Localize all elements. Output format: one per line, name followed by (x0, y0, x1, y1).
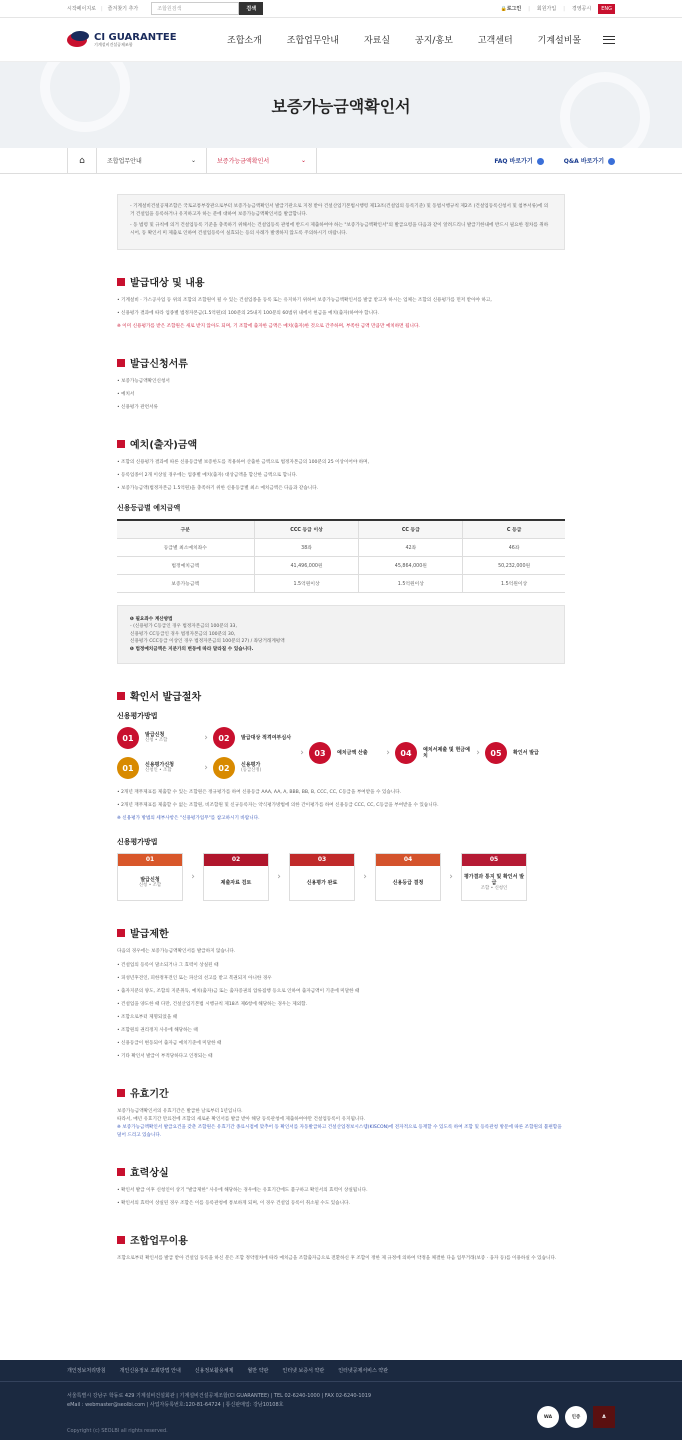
chevron-right-icon: › (204, 763, 208, 773)
section-heading (117, 1085, 565, 1100)
card-title: 제출자료 검토 (220, 880, 252, 886)
step-sub: 신청인 • 조합 (145, 768, 172, 773)
list-item: • 2개년 재무제표를 제출할 수 있는 조합원은 정규평가를 하여 신용등급 AAA, AA, A, BBB, BB, B, CCC, CC, C등급을 부여받을 수 있습니다. (117, 789, 565, 797)
section-heading (117, 355, 565, 370)
list-item: • 신용평가 관련서류 (117, 404, 565, 412)
table-cell: 50,232,000원 (463, 556, 565, 574)
table-cell: 42좌 (359, 538, 463, 556)
location-dropdown-1[interactable] (97, 148, 207, 174)
square-bullet-icon (117, 929, 125, 937)
list-item: • 기계설비 · 가스공사업 등 위의 조합의 조합원이 될 수 있는 건설업종을 등록 또는 유지하기 위하여 보증가능금액확인서를 발급 받고자 하시는 업체는 조합의 신용평가를 먼저 받아야 하고, (117, 297, 565, 305)
list-item: • 보증가능금액(법정자본금 1.5억원)을 충족하기 위한 신용등급별 최소 예치금액은 다음과 같습니다. (117, 485, 565, 493)
login-label: 로그인 (506, 6, 522, 12)
quick-links (494, 156, 615, 165)
logo-text (94, 33, 177, 47)
flow-step (117, 757, 199, 779)
page-hero (0, 62, 682, 148)
step-title: 확인서 발급 (513, 750, 539, 756)
bullet-list (117, 789, 565, 810)
footer-link[interactable]: 신용정보활용체제 (194, 1368, 234, 1374)
site-logo[interactable] (67, 30, 227, 50)
footer-link[interactable]: 개인정보처리방침 (67, 1368, 106, 1374)
flow-row (117, 727, 295, 749)
chevron-right-icon: › (449, 872, 453, 882)
flow-step (309, 742, 381, 764)
start-page-link[interactable]: 시작페이지로 (67, 6, 96, 12)
location-dropdown-2-label: 보증가능금액확인서 (217, 158, 270, 165)
page-title: 보증가능금액확인서 (271, 96, 411, 116)
chevron-right-icon: › (300, 748, 304, 758)
gnb-menu (227, 33, 581, 46)
step-title: 신용평가 (241, 762, 261, 768)
menu-item-resources[interactable]: 자료실 (363, 36, 391, 46)
disclosure-link[interactable]: 경영공시 (571, 6, 592, 12)
chevron-right-icon: › (363, 872, 367, 882)
subsection-title: 신용평가방법 (117, 838, 158, 846)
calc-line: - (신용평가 C등급인 경우 법정자본금의 100분의 33, (130, 624, 237, 629)
award-badge-icon: A (593, 1406, 615, 1428)
process-flow (117, 727, 565, 779)
menu-item-support[interactable]: 고객센터 (477, 36, 513, 46)
section-title: 확인서 발급절차 (130, 692, 202, 703)
list-item: • 조합원의 권리정지 사유에 해당하는 때 (117, 1027, 565, 1035)
step-title: 예치서제출 및 현금예치 (423, 747, 470, 759)
member-search (151, 2, 263, 15)
table-title: 신용등급별 예치금액 (117, 504, 181, 512)
menu-item-notice[interactable]: 공지/홍보 (415, 36, 453, 46)
chevron-right-icon: › (191, 872, 195, 882)
table-header-row (117, 520, 565, 538)
table-cell: 1.5억원이상 (254, 574, 359, 592)
card-title: 발급신청 (140, 877, 160, 883)
copyright: Copyright (c) SEOLBI all rights reserved. (67, 1428, 168, 1434)
process-cards (117, 853, 565, 901)
list-item: • 등록업종이 2개 이상일 경우에는 업종별 예치(출자) 대상금액을 합산한 금액으로 합니다. (117, 472, 565, 480)
card-number: 01 (118, 854, 182, 866)
table-cell: 등급별 최소예치좌수 (117, 538, 254, 556)
card-sub: 조합 • 신청인 (480, 886, 508, 891)
card-sub: 신청 • 조합 (138, 883, 162, 888)
bullet-list (117, 459, 565, 493)
chevron-right-icon: › (476, 748, 480, 758)
flow-left-block (117, 727, 295, 779)
section-title: 유효기간 (130, 1089, 169, 1100)
join-link[interactable]: 회원가입 (536, 6, 557, 12)
calc-line: 신용평가 CCC등급 이상인 경우 법정자본금의 100분의 27) / 좌당거래계평액 (130, 639, 285, 644)
square-bullet-icon (117, 359, 125, 367)
step-title: 발급대상 적격여부심사 (241, 735, 292, 741)
table-cell: 38좌 (254, 538, 359, 556)
card-title: 신용평가 완료 (306, 880, 338, 886)
step-sub: 신청 • 조합 (145, 738, 168, 743)
list-item: • 조합으로부터 제명되었을 때 (117, 1014, 565, 1022)
footer-email: eMail : webmaster@seolbi.com | 사업자등록번호:120-81-64724 | 통신판매업: 강남10108호 (67, 1402, 284, 1408)
cert-badge-icon: 인증 (565, 1406, 587, 1428)
table-cell: 1.5억원이상 (359, 574, 463, 592)
step-title: 신용평가신청 (145, 762, 174, 768)
chevron-down-icon: ⌄ (300, 157, 306, 164)
logo-mark-icon (67, 30, 91, 50)
flow-step (395, 742, 471, 764)
footer-link[interactable]: 인터넷 보증서 약관 (282, 1368, 325, 1374)
paragraph: 조합으로부터 확인서를 발급 받아 건설업 등록을 하신 분은 조합 정약절차에 따라 예치금을 조합출자금으로 전환하신 후 조합이 정한 제 규정에 의하여 약정을 체결한 다음 업무거래(보증 · 융자 등)를 이용하실 수 있습니다. (117, 1256, 557, 1261)
list-item: • 건설업을 양도한 때 다만, 건설산업기본법 시행규칙 제18조 제6항에 해당하는 경우는 제외함. (117, 1001, 565, 1009)
flow-step (213, 757, 295, 779)
step-sub: (등급산정) (241, 768, 262, 773)
intro-notice-box (117, 194, 565, 250)
chevron-right-icon: › (277, 872, 281, 882)
step-number: 01 (117, 727, 139, 749)
footer-address: 서울특별시 강남구 학동로 429 기계설비건설회관 | 기계설비건설공제조합(CI GUARANTEE) | TEL 02-6240-1000 | FAX 02-6240-1019 (67, 1393, 372, 1399)
card-number: 05 (462, 854, 526, 866)
section-intro: 다음의 경우에는 보증가능금액확인서를 발급하지 않습니다. (117, 949, 236, 954)
menu-item-business[interactable]: 조합업무안내 (286, 36, 339, 46)
menu-item-mall[interactable]: 기계설비몰 (537, 36, 582, 46)
list-item: • 확인서의 효력이 상실된 경우 조합은 이를 등록관청에 통보하게 되며, 이 경우 건설업 등록이 취소될 수도 있습니다. (117, 1200, 565, 1208)
location-dropdown-2[interactable] (207, 148, 317, 174)
list-item: • 건설업의 등록이 말소되거나 그 효력이 상실된 때 (117, 962, 565, 970)
section-heading (117, 436, 565, 451)
card-title: 평가결과 통지 및 확인서 발급 (463, 874, 525, 886)
footer-links (0, 1360, 682, 1382)
card-number: 02 (204, 854, 268, 866)
square-bullet-icon (117, 1089, 125, 1097)
member-search-input[interactable]: 조합원검색 (151, 2, 239, 15)
table-header: 구분 (117, 520, 254, 538)
calculation-box (117, 605, 565, 665)
step-number: 02 (213, 727, 235, 749)
calc-line: 신용평가 CC등급인 경우 법정자본금의 100분의 30, (130, 631, 236, 637)
footer-link[interactable]: 월반 약관 (247, 1368, 269, 1374)
square-bullet-icon (117, 1236, 125, 1244)
logo-sub-text: 기계설비건설공제조합 (94, 41, 133, 47)
table-row (117, 538, 565, 556)
list-item: • 확인서 발급 이후 신청인이 상기 "발급제한" 사유에 해당하는 경우에는 유효기간에도 불구하고 확인서의 효력이 상실됩니다. (117, 1187, 565, 1195)
table-row (117, 574, 565, 592)
list-item: • 조합의 신용평가 결과에 따른 신용등급별 보증한도를 적용하여 산출한 금액으로 법정자본금의 100분의 25 이상이어야 하며, (117, 459, 565, 467)
main-navigation (0, 18, 682, 62)
info-note: ※ 신용평가 방법의 세부사항은 "신용평가업무"를 참고하시기 바랍니다. (117, 816, 260, 821)
top-utility-bar (0, 0, 682, 18)
english-button[interactable]: ENG (598, 4, 615, 14)
table-header: CC 등급 (359, 520, 463, 538)
plus-icon (537, 158, 544, 165)
home-icon[interactable]: ⌂ (67, 148, 97, 174)
list-item: • 신용평가 결과에 따라 업종별 법정자본금(1.5억원)의 100분의 25내지 100분의 60범위 내에서 현금을 예치(출자)하여야 합니다. (117, 310, 565, 318)
section-title: 발급대상 및 내용 (130, 278, 205, 289)
warning-note: ※ 이미 신용평가를 받은 조합원은 새로 받지 않아도 되며, 기 조합에 출자한 금액은 예치(출자)한 것으로 간주하며, 부족한 금액 만큼만 예치하면 됩니다. (117, 324, 420, 329)
chevron-right-icon: › (204, 733, 208, 743)
faq-link-label: FAQ 바로가기 (494, 158, 533, 165)
table-header: CCC 등급 이상 (254, 520, 359, 538)
decorative-circle (560, 72, 650, 148)
square-bullet-icon (117, 278, 125, 286)
flow-step (117, 727, 199, 749)
flow-step (485, 742, 545, 764)
search-button[interactable]: 검색 (239, 2, 263, 15)
list-item: • 2개년 재무제표를 제출할 수 없는 조합원, 비조합원 및 신규등록자는 약식평가방법에 의한 간이평가를 하여 신용등급 CCC, CC, C등급을 부여받을 수 있습니다. (117, 802, 565, 810)
qna-link-label: Q&A 바로가기 (563, 158, 604, 165)
top-right-links (500, 4, 615, 14)
process-card (203, 853, 269, 901)
table-row (117, 556, 565, 574)
deposit-table (117, 519, 565, 593)
card-number: 03 (290, 854, 354, 866)
divider: | (528, 5, 530, 12)
paragraph: 따라서, 매년 유효기간 만료전에 조합의 새로운 확인서를 발급 받아 해당 등록관청에 제출하여야만 건설업등록이 유지됩니다. (117, 1117, 366, 1122)
section-title: 예치(출자)금액 (130, 440, 198, 451)
main-content (0, 194, 682, 1263)
bullet-list (117, 962, 565, 1061)
section-heading (117, 688, 565, 703)
decorative-circle (40, 62, 130, 132)
square-bullet-icon (117, 692, 125, 700)
menu-item-about[interactable]: 조합소개 (227, 36, 262, 46)
wa-badge-icon: WA (537, 1406, 559, 1428)
footer-link[interactable]: 인터넷공제서비스 약관 (338, 1368, 389, 1374)
step-title: 예치금액 산출 (337, 750, 368, 756)
table-cell: 41,496,000원 (254, 556, 359, 574)
lock-icon: 🔒 (500, 6, 507, 12)
subsection-title: 신용평가방법 (117, 712, 158, 720)
list-item: • 피성년후견인, 피한정후견인 또는 파산의 선고를 받고 복권되지 아니한 경우 (117, 975, 565, 983)
bullet-list (117, 1187, 565, 1208)
process-card (117, 853, 183, 901)
table-cell: 45,864,000원 (359, 556, 463, 574)
list-item: • 보증가능금액확인신청서 (117, 378, 565, 386)
hamburger-menu-icon[interactable] (603, 36, 615, 44)
logo-main-text: CI GUARANTEE (94, 31, 177, 43)
bullet-list (117, 297, 565, 318)
step-number: 03 (309, 742, 331, 764)
section-heading (117, 925, 565, 940)
certification-badges (537, 1406, 615, 1428)
login-link[interactable] (500, 5, 521, 12)
qna-link[interactable] (564, 156, 615, 165)
square-bullet-icon (117, 440, 125, 448)
divider: | (100, 5, 103, 12)
process-card (461, 853, 527, 901)
paragraph: 보증가능금액확인서의 유효기간은 발급한 날로부터 1년입니다. (117, 1109, 243, 1114)
process-card (375, 853, 441, 901)
top-left-links (67, 2, 263, 15)
calc-note: ❶ 법정예치금액은 지분가의 변동에 따라 달라질 수 있습니다. (130, 646, 254, 652)
step-title: 발급신청 (145, 732, 165, 738)
section-title: 발급제한 (130, 929, 169, 940)
site-footer (0, 1360, 682, 1440)
flow-row (117, 757, 295, 779)
plus-icon (608, 158, 615, 165)
notice-paragraph: - 동 법령 및 규칙에 의거 건설업등록 기준을 충족하기 위해서는 건설업등록 관청에 반드시 제출하여야 하는 "보증가능금액확인서"의 발급요령을 다음과 같이 알려드리니 발급기한내에 반드시 필요한 절차를 취하시어, 동 확인서 미 제출로 인하여 건설업등록이 실효되는 등의 사례가 발생하지 않도록 주의하시기 바랍니다. (130, 223, 549, 236)
divider: | (563, 5, 565, 12)
card-title: 신용등급 결정 (392, 880, 424, 886)
section-heading (117, 274, 565, 289)
list-item: • 예치서 (117, 391, 565, 399)
card-number: 04 (376, 854, 440, 866)
section-heading (117, 1232, 565, 1247)
chevron-down-icon: ⌄ (190, 157, 196, 164)
notice-paragraph: - 기계설비건설공제조합은 국토교통부장관으로부터 보증가능금액확인서 발급기관으로 지정 받아 건설산업기본법시행령 제13조(건설업의 등록기준) 및 동법시행규칙 제2조 (건설업등록신청서 및 첨부서류)에 의거 건설업을 등록하거나 유지하고자 하는 분에 대하여 보증가능금액확인서를 발급합니다. (130, 204, 549, 217)
calc-title: ❶ 필요좌수 계산방법 (130, 616, 173, 622)
table-cell: 보증가능금액 (117, 574, 254, 592)
list-item: • 신용등급이 변동되어 출자금 예치기준에 미달한 때 (117, 1040, 565, 1048)
section-heading (117, 1164, 565, 1179)
section-title: 발급신청서류 (130, 359, 188, 370)
bullet-list (117, 378, 565, 412)
table-cell: 법정예치금액 (117, 556, 254, 574)
location-dropdown-1-label: 조합업무안내 (107, 158, 142, 165)
step-number: 05 (485, 742, 507, 764)
bookmark-link[interactable]: 즐겨찾기 추가 (107, 6, 139, 12)
step-number: 02 (213, 757, 235, 779)
list-item: • 기타 확인서 발급이 부적당하다고 인정되는 때 (117, 1053, 565, 1061)
list-item: • 출자지분의 양도, 조합의 지분취득, 예치(출자)금 또는 출자증권의 압류집행 등으로 인하여 출자금액이 기준에 미달한 때 (117, 988, 565, 996)
flow-step (213, 727, 295, 749)
section-title: 조합업무이용 (130, 1236, 188, 1247)
location-bar (0, 148, 682, 174)
footer-link[interactable]: 개인신용정보 조회방법 안내 (119, 1368, 181, 1374)
section-title: 효력상실 (130, 1168, 169, 1179)
table-header: C 등급 (463, 520, 565, 538)
square-bullet-icon (117, 1168, 125, 1176)
table-cell: 46좌 (463, 538, 565, 556)
step-number: 04 (395, 742, 417, 764)
chevron-right-icon: › (386, 748, 390, 758)
step-number: 01 (117, 757, 139, 779)
faq-link[interactable] (494, 156, 543, 165)
info-note: ※ 보증가능금액확인서 발급요건을 갖춘 조합원은 유효기간 종료시점에 맞추어 동 확인서를 자동발급하고 건설산업정보시스템(KISCON)에 전자적으로 등재할 수 있도록 하여 조합 및 등록관청 방문에 따른 조합원의 불편함을 덜어 드리고 있습니다. (117, 1125, 562, 1138)
process-card (289, 853, 355, 901)
table-cell: 1.5억원이상 (463, 574, 565, 592)
